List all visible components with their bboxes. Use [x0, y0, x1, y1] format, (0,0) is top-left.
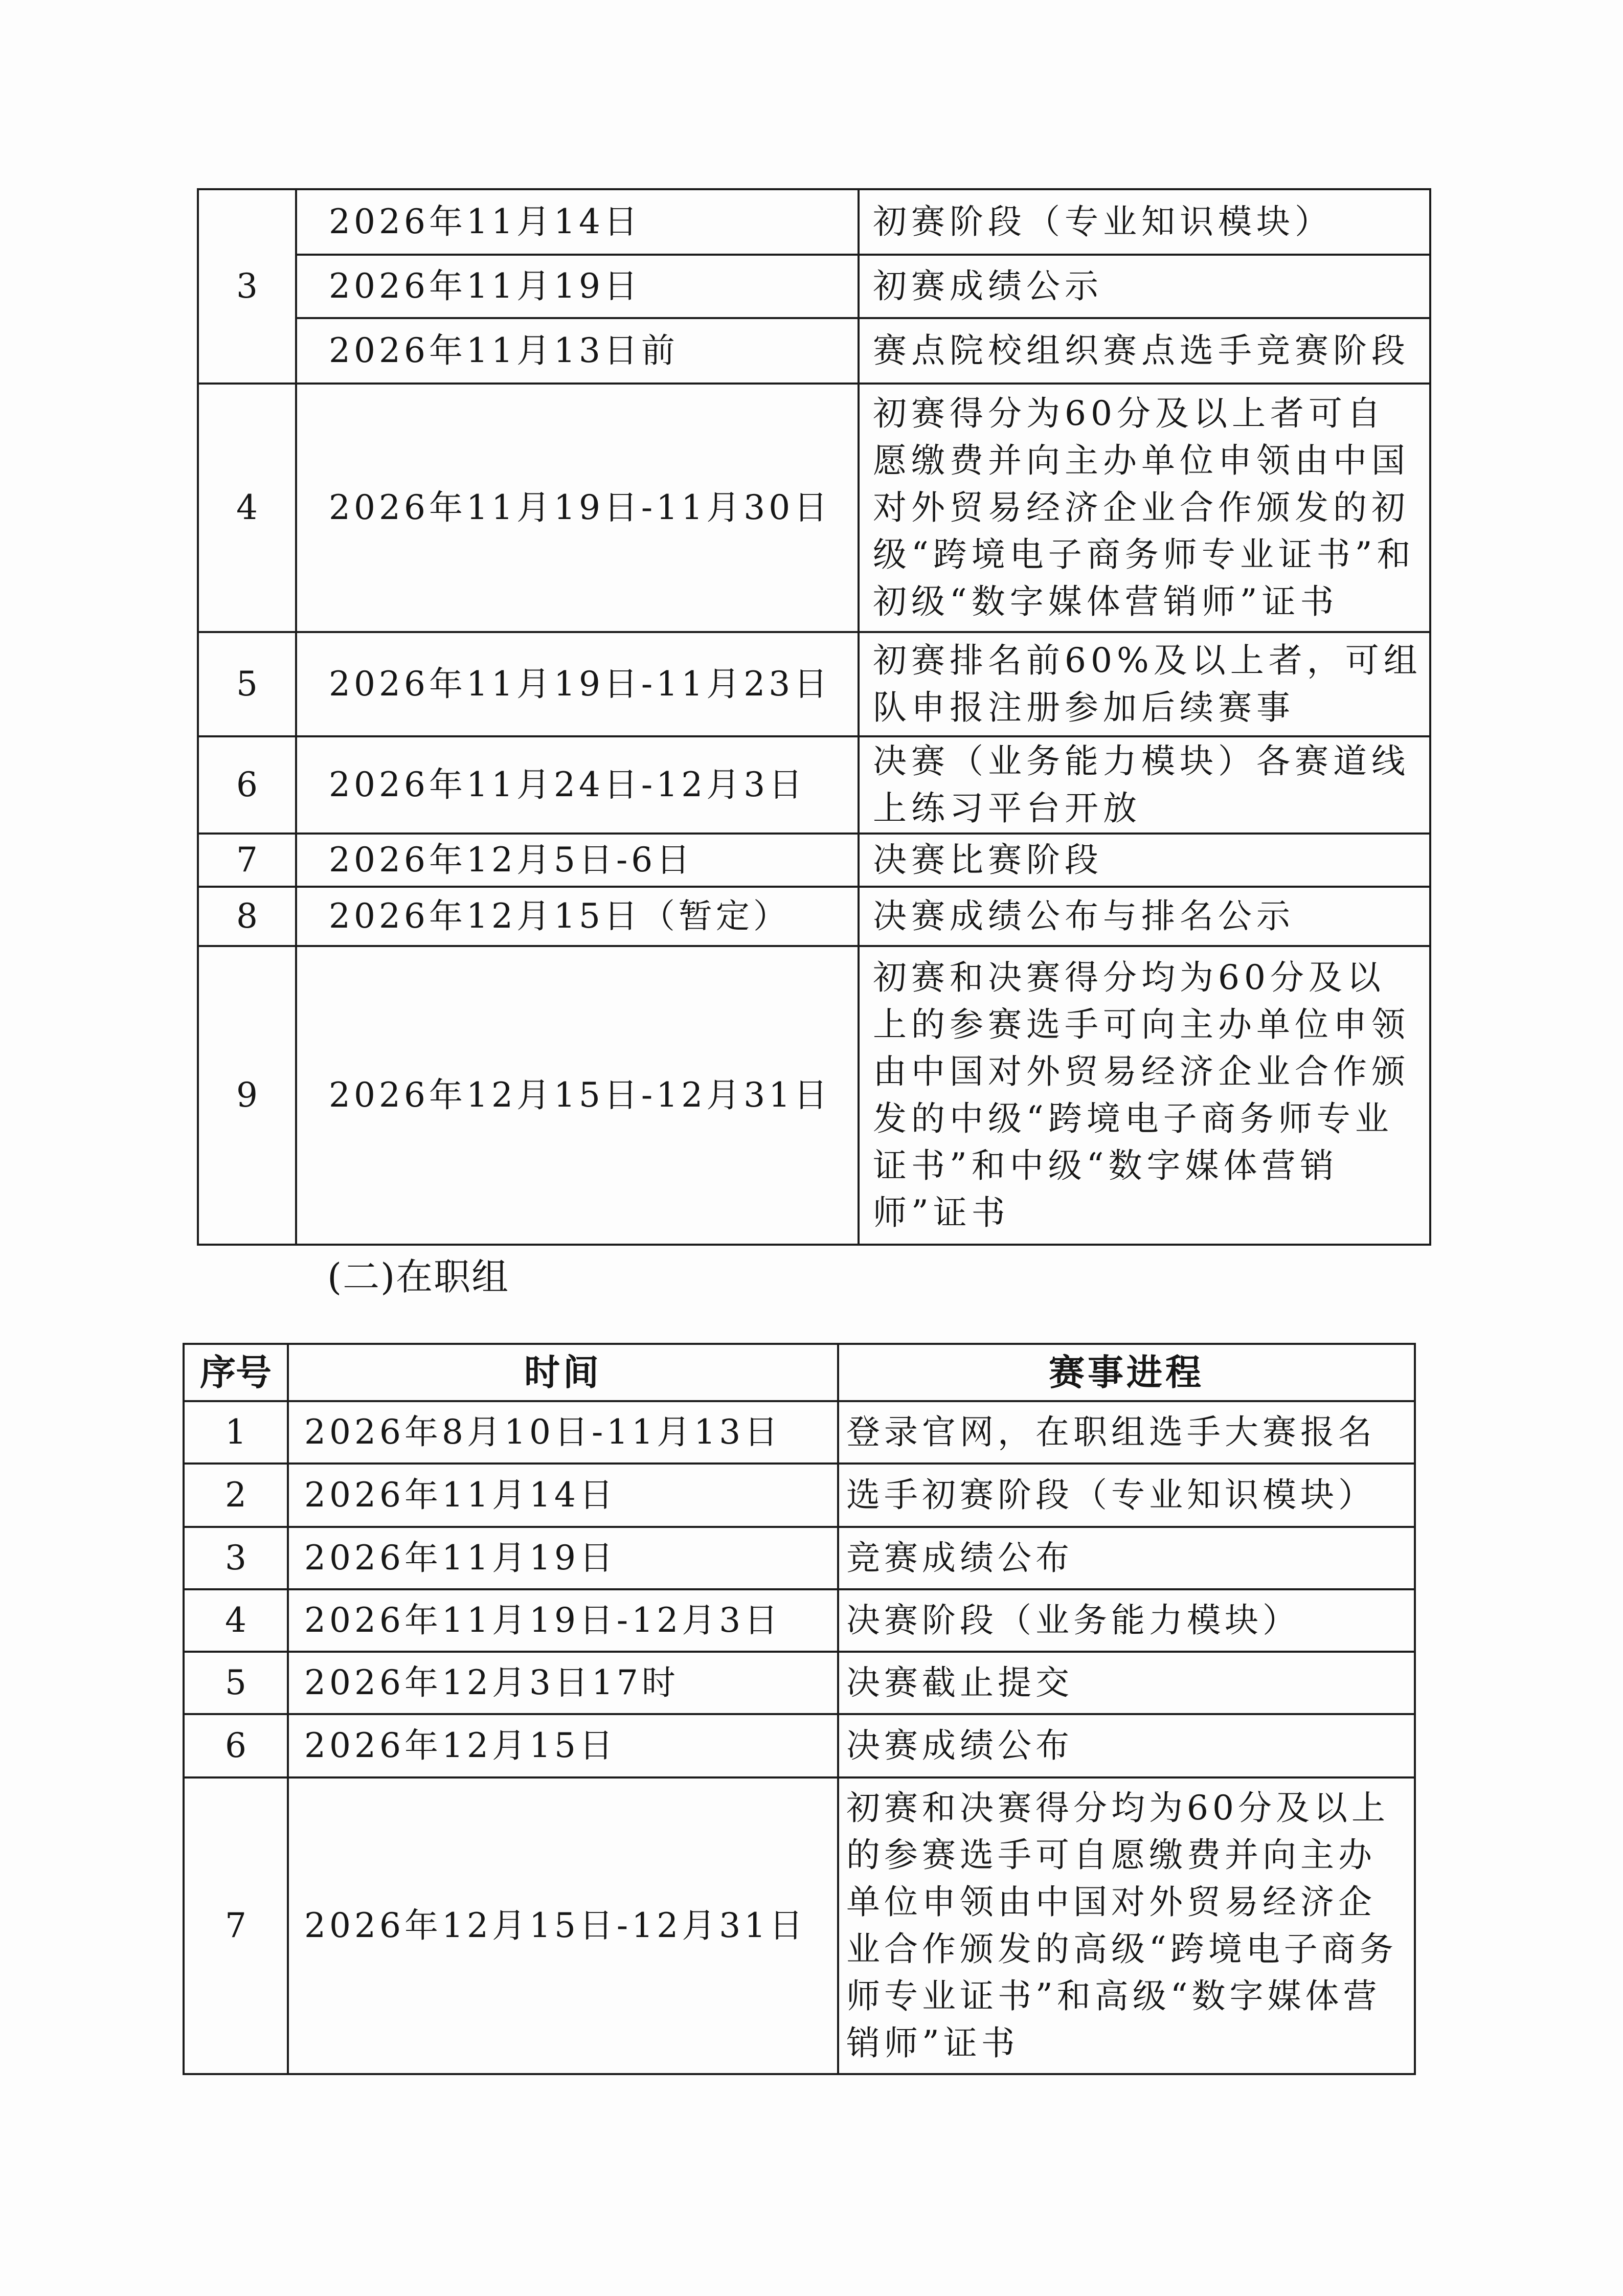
row-progress: 初赛得分为60分及以上者可自愿缴费并向主办单位申领由中国对外贸易经济企业合作颁发的初级“跨境电子商务师专业证书”和初级“数字媒体营销师”证书 [859, 384, 1430, 632]
schedule-table-continued [197, 188, 1431, 1246]
table-row [198, 736, 1430, 834]
row-number: 4 [184, 1589, 288, 1652]
table-row [198, 887, 1430, 946]
row-time: 2026年12月3日17时 [288, 1652, 838, 1714]
row-time: 2026年11月24日-12月3日 [296, 736, 859, 834]
row-progress: 初赛和决赛得分均为60分及以上的参赛选手可自愿缴费并向主办单位申领由中国对外贸易经济企业合作颁发的高级“跨境电子商务师专业证书”和高级“数字媒体营销师”证书 [838, 1777, 1415, 2074]
row-progress: 初赛阶段（专业知识模块） [859, 189, 1430, 255]
row-number: 7 [198, 834, 296, 887]
row-progress: 决赛比赛阶段 [859, 834, 1430, 887]
table-row [198, 946, 1430, 1245]
row-time: 2026年11月19日 [288, 1527, 838, 1589]
header-progress: 赛事进程 [838, 1344, 1415, 1401]
row-number: 3 [198, 189, 296, 384]
table-row [198, 189, 1430, 255]
row-progress: 决赛成绩公布与排名公示 [859, 887, 1430, 946]
table-row [184, 1464, 1415, 1527]
row-progress: 决赛（业务能力模块）各赛道线上练习平台开放 [859, 736, 1430, 834]
row-progress: 初赛排名前60%及以上者，可组队申报注册参加后续赛事 [859, 632, 1430, 736]
row-number: 5 [198, 632, 296, 736]
row-progress: 初赛和决赛得分均为60分及以上的参赛选手可向主办单位申领由中国对外贸易经济企业合作颁发的中级“跨境电子商务师专业证书”和中级“数字媒体营销师”证书 [859, 946, 1430, 1245]
row-number: 6 [184, 1714, 288, 1777]
table-row [184, 1589, 1415, 1652]
row-time: 2026年11月19日-12月3日 [288, 1589, 838, 1652]
row-number: 9 [198, 946, 296, 1245]
section-heading: (二)在职组 [327, 1255, 510, 1298]
row-time: 2026年11月19日-11月30日 [296, 384, 859, 632]
row-time: 2026年12月5日-6日 [296, 834, 859, 887]
table-row [184, 1714, 1415, 1777]
table-row [184, 1401, 1415, 1464]
row-progress: 决赛成绩公布 [838, 1714, 1415, 1777]
row-number: 2 [184, 1464, 288, 1527]
row-progress: 决赛阶段（业务能力模块） [838, 1589, 1415, 1652]
table-row [184, 1527, 1415, 1589]
row-progress: 登录官网，在职组选手大赛报名 [838, 1401, 1415, 1464]
table-row [184, 1652, 1415, 1714]
table-row [198, 834, 1430, 887]
row-time: 2026年8月10日-11月13日 [288, 1401, 838, 1464]
row-number: 3 [184, 1527, 288, 1589]
row-number: 6 [198, 736, 296, 834]
row-time: 2026年12月15日 [288, 1714, 838, 1777]
row-time: 2026年11月19日 [296, 255, 859, 318]
table-row [184, 1777, 1415, 2074]
row-progress: 赛点院校组织赛点选手竞赛阶段 [859, 318, 1430, 384]
row-time: 2026年11月13日前 [296, 318, 859, 384]
row-number: 5 [184, 1652, 288, 1714]
row-time: 2026年12月15日（暂定） [296, 887, 859, 946]
row-time: 2026年11月14日 [288, 1464, 838, 1527]
row-progress: 决赛截止提交 [838, 1652, 1415, 1714]
table-row [198, 384, 1430, 632]
table-row [198, 318, 1430, 384]
table-row [198, 255, 1430, 318]
row-progress: 竞赛成绩公布 [838, 1527, 1415, 1589]
row-progress: 选手初赛阶段（专业知识模块） [838, 1464, 1415, 1527]
table-header-row [184, 1344, 1415, 1401]
header-time: 时间 [288, 1344, 838, 1401]
row-number: 1 [184, 1401, 288, 1464]
row-number: 8 [198, 887, 296, 946]
row-number: 4 [198, 384, 296, 632]
row-time: 2026年12月15日-12月31日 [296, 946, 859, 1245]
header-number: 序号 [184, 1344, 288, 1401]
row-number: 7 [184, 1777, 288, 2074]
row-progress: 初赛成绩公示 [859, 255, 1430, 318]
row-time: 2026年11月14日 [296, 189, 859, 255]
in-service-schedule-table [183, 1343, 1416, 2075]
table-row [198, 632, 1430, 736]
row-time: 2026年11月19日-11月23日 [296, 632, 859, 736]
row-time: 2026年12月15日-12月31日 [288, 1777, 838, 2074]
